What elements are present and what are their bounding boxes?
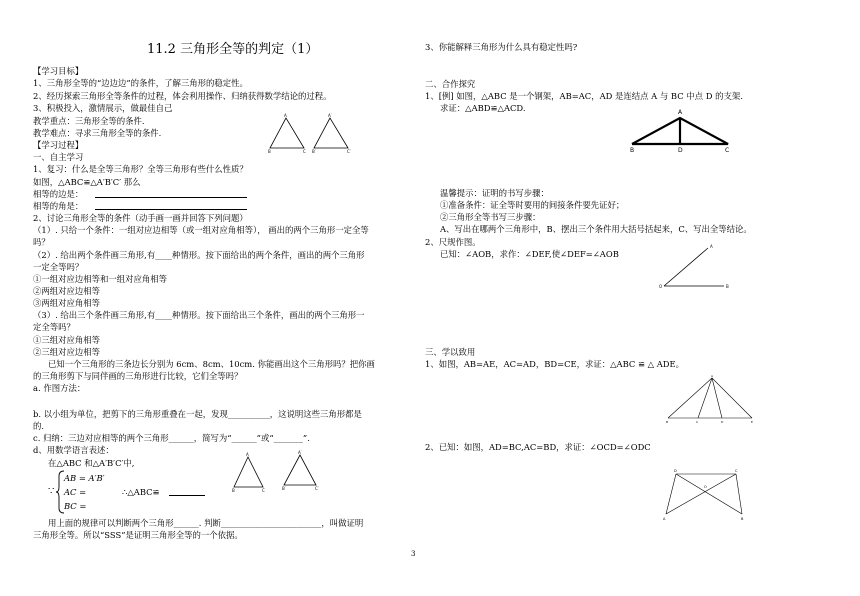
vertex-label: B xyxy=(232,488,235,493)
text-line: 教学难点：寻求三角形全等的条件. xyxy=(33,128,162,138)
text-line: d、用数学语言表述： xyxy=(33,445,114,455)
text-line: 3、你能解释三角形为什么具有稳定性吗? xyxy=(425,42,578,52)
therefore-line: ∴△ABC≌ xyxy=(122,487,160,497)
text-line: ①一组对应边相等和一组对应角相等 xyxy=(33,274,167,284)
text-line: 2、讨论三角形全等的条件（动手画一画并回答下列问题） xyxy=(33,213,248,223)
vertex-label: A xyxy=(711,374,714,378)
vertex-label: D xyxy=(721,420,724,424)
vertex-label: A′ xyxy=(298,450,302,455)
text-line: 相等的角是： xyxy=(33,201,84,211)
triangle-pair-figure-2 xyxy=(230,452,340,498)
vertex-label: A′ xyxy=(328,113,332,118)
text-line: 已知一个三角形的三条边长分别为 6cm、8cm、10cm. 你能画出这个三角形吗？把你画 xyxy=(48,359,375,369)
vertex-label: B xyxy=(726,284,729,289)
text-line: （3）. 给出三个条件画三角形,有____种情形。按下面给出三个条件，画出的两个三角形一 xyxy=(33,310,365,320)
text-line: （1）. 只给一个条件：一组对应边相等（或一组对应角相等）， 画出的两个三角形一定全等 xyxy=(33,225,369,235)
text-line: 一、自主学习 xyxy=(33,152,84,162)
text-line: ③两组对应角相等 xyxy=(33,298,100,308)
vertex-label: C xyxy=(696,420,699,424)
text-line: 2、已知：如图，AD=BC,AC=BD，求证：∠OCD=∠ODC xyxy=(425,442,651,452)
text-line: 的. xyxy=(33,421,45,431)
page-number: 3 xyxy=(411,550,416,558)
vertex-label: C′ xyxy=(315,486,319,491)
vertex-label: D xyxy=(678,147,683,154)
text-line: 已知：∠AOB，求作：∠DEF,使∠DEF=∠AOB xyxy=(440,249,619,259)
vertex-label: A xyxy=(246,452,249,457)
page-title: 11.2 三角形全等的判定（1） xyxy=(147,42,319,57)
vertex-label: A xyxy=(678,109,683,116)
vertex-label: B′ xyxy=(312,149,316,154)
brace-line: AB = A′B′ xyxy=(64,473,105,483)
answer-blank[interactable] xyxy=(169,487,205,496)
angle-aob-figure xyxy=(658,244,748,294)
text-line: 三角形全等。所以“SSS”是证明三角形全等的一个依据。 xyxy=(33,530,243,540)
text-line: 相等的边是： xyxy=(33,189,84,199)
text-line: 3、积极投入，激情展示，做最佳自己 xyxy=(33,103,173,113)
text-line: ①三组对应角相等 xyxy=(33,335,100,345)
answer-blank[interactable] xyxy=(95,201,247,210)
vertex-label: D xyxy=(674,469,677,473)
text-line: ②三角形全等书写三步骤： xyxy=(440,212,541,222)
text-line: 一定全等吗？ xyxy=(33,262,84,272)
text-line: 求证：△ABD≌△ACD. xyxy=(440,103,526,113)
vertex-label: E xyxy=(751,420,753,424)
triangle-ade-figure xyxy=(664,374,760,426)
text-line: 在△ABC 和△A′B′C′中, xyxy=(48,458,135,468)
vertex-label: B xyxy=(666,420,669,424)
vertex-label: O xyxy=(659,284,663,289)
text-line: a. 作图方法： xyxy=(33,383,86,393)
brace-line: BC = xyxy=(64,501,87,511)
triangle-pair-figure xyxy=(268,114,378,156)
text-line: 如图，△ABC≌△A′B′C′ 那么 xyxy=(33,177,141,187)
text-line: 温馨提示：证明的书写步骤： xyxy=(440,188,549,198)
text-line: 2、尺规作图。 xyxy=(425,237,481,247)
section-heading: 三、学以致用 xyxy=(425,347,476,357)
vertex-label: B xyxy=(268,149,271,154)
text-line: 教学重点：三角形全等的条件. xyxy=(33,116,145,126)
vertex-label: A xyxy=(284,113,287,118)
vertex-label: C xyxy=(735,469,738,473)
vertex-label: A xyxy=(710,244,713,249)
vertex-label: C′ xyxy=(347,149,351,154)
text-line: 【学习过程】 xyxy=(33,140,84,150)
section-heading: 二、合作探究 xyxy=(425,79,476,89)
text-line: ②两组对应边相等 xyxy=(33,286,100,296)
text-line: c. 归纳：三边对应相等的两个三角形______，简写为“______”或“_______”. xyxy=(33,433,310,443)
vertex-label: C xyxy=(725,147,730,154)
text-line: 用上面的规律可以判断两个三角形______. 判断________________________，叫做证明 xyxy=(48,518,364,528)
text-line: 1、三角形全等的“边边边”的条件，了解三角形的稳定性。 xyxy=(33,78,248,88)
vertex-label: B′ xyxy=(282,486,286,491)
vertex-label: B xyxy=(630,147,635,154)
text-line: 【学习目标】 xyxy=(33,66,84,76)
answer-blank[interactable] xyxy=(95,189,247,198)
text-line: 定全等吗？ xyxy=(33,322,75,332)
text-line: 2、经历探索三角形全等条件的过程，体会利用操作、归纳获得数学结论的过程。 xyxy=(33,91,332,101)
brace-line: AC = xyxy=(64,487,87,497)
text-line: 1、复习：什么是全等三角形？全等三角形有些什么性质？ xyxy=(33,164,248,174)
text-line: A、写出在哪两个三角形中，B、摆出三个条件用大括号括起来，C、写出全等结论。 xyxy=(440,224,752,234)
steel-truss-figure xyxy=(628,106,738,154)
quadrilateral-figure xyxy=(662,466,752,526)
because-symbol: ∵ xyxy=(48,486,55,497)
vertex-label: B xyxy=(741,517,744,521)
vertex-label: O xyxy=(704,485,707,489)
text-line: （2）. 给出两个条件画三角形,有____种情形。按下面给出的两个条件，画出的两个三角形 xyxy=(33,250,365,260)
text-line: 吗？ xyxy=(33,237,50,247)
text-line: 1、如图，AB=AE，AC=AD，BD=CE，求证：△ABC ≌ △ ADE。 xyxy=(425,359,685,369)
text-line: ①准备条件：证全等时要用的间接条件要先证好； xyxy=(440,200,625,210)
text-line: 的三角形剪下与同伴画的三角形进行比较，它们全等吗？ xyxy=(33,371,243,381)
text-line: ②三组对应边相等 xyxy=(33,347,100,357)
text-line: 1、[例] 如图，△ABC 是一个钢架，AB=AC，AD 是连结点 A 与 BC 中点 D 的支架. xyxy=(425,91,743,101)
text-line: b. 以小组为单位，把剪下的三角形重叠在一起，发现__________，这说明这些三角形都是 xyxy=(33,409,362,419)
vertex-label: C xyxy=(262,488,265,493)
vertex-label: C xyxy=(303,149,306,154)
vertex-label: A xyxy=(663,517,666,521)
